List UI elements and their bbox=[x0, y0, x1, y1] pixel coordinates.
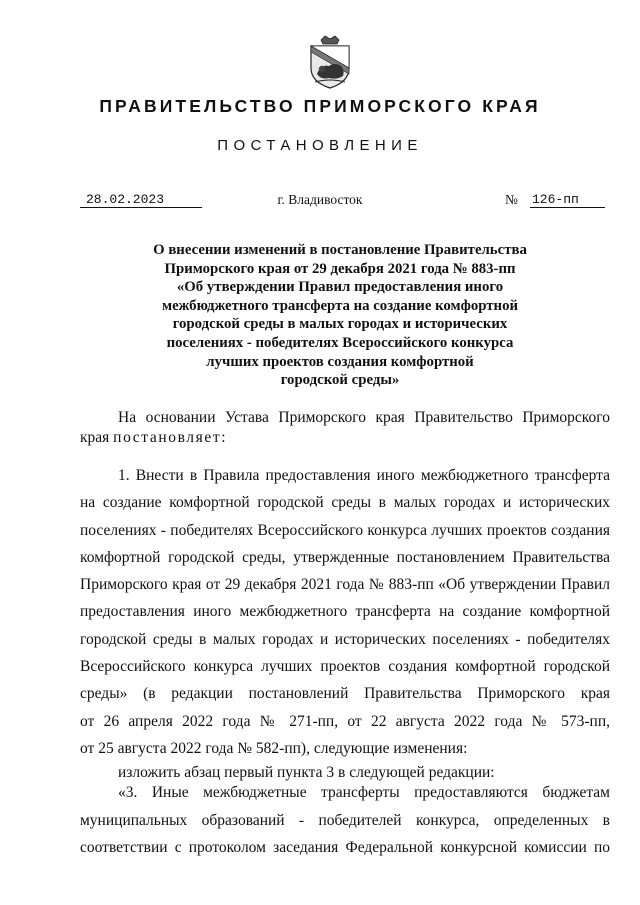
body-line: Приморского края от 29 декабря 2021 года № 883-пп «Об утверждении Правил bbox=[80, 576, 610, 594]
quote-line: муниципальных образований - победителей конкурса, определенных в bbox=[80, 811, 610, 829]
body-line: поселениях - победителях Всероссийского конкурса лучших проектов создания bbox=[80, 521, 610, 539]
heading-line: Приморского края от 29 декабря 2021 года № 883-пп bbox=[164, 260, 516, 277]
quote-line: соответствии с протоколом заседания Федеральной конкурсной комиссии по bbox=[80, 839, 610, 856]
body-line: 1. Внести в Правила предоставления иного межбюджетного трансферта bbox=[118, 467, 610, 484]
body-line: городской среды в малых городах и исторических поселениях - победителях bbox=[80, 630, 610, 648]
instruction-line: изложить абзац первый пункта 3 в следующей редакции: bbox=[118, 764, 495, 781]
preamble-line bbox=[80, 428, 610, 448]
document-heading bbox=[80, 241, 600, 390]
body-line: от 25 августа 2022 года № 582-пп), следующие изменения: bbox=[80, 739, 468, 757]
preamble-paragraph bbox=[80, 408, 610, 448]
heading-line: лучших проектов создания комфортной bbox=[206, 353, 474, 370]
preamble-text: края bbox=[80, 429, 114, 446]
heading-line: городской среды в малых городах и исторических bbox=[172, 316, 508, 333]
heading-line: поселениях - победителях Всероссийского конкурса bbox=[166, 334, 514, 351]
body-line: предоставления иного межбюджетного трансферта на создание комфортной bbox=[80, 603, 610, 621]
preamble-line: На основании Устава Приморского края Правительство Приморского bbox=[118, 409, 610, 426]
body-line: комфортной городской среды, утвержденные постановлением Правительства bbox=[80, 548, 610, 566]
body-line: от 26 апреля 2022 года № 271-пп, от 22 августа 2022 года № 573-пп, bbox=[80, 712, 610, 730]
document-date: 28.02.2023 bbox=[80, 192, 202, 208]
heading-line: «Об утверждении Правил предоставления иного bbox=[176, 279, 504, 296]
body-line: на создание комфортной городской среды в малых городах и исторических bbox=[80, 494, 610, 512]
heading-line: межбюджетного трансферта на создание комфортной bbox=[161, 297, 518, 314]
heading-line: городской среды» bbox=[280, 372, 400, 389]
document-city: г. Владивосток bbox=[277, 192, 363, 207]
quote-line: «3. Иные межбюджетные трансферты предоставляются бюджетам bbox=[118, 784, 610, 801]
document-type: ПОСТАНОВЛЕНИЕ bbox=[217, 137, 423, 154]
item-1-paragraph bbox=[80, 462, 610, 762]
heading-line: О внесении изменений в постановление Правительства bbox=[153, 242, 527, 258]
document-number: 126-пп bbox=[530, 192, 605, 208]
coat-of-arms-icon bbox=[307, 34, 353, 90]
body-line: Всероссийского конкурса лучших проектов создания комфортной городской bbox=[80, 658, 610, 676]
resolution-word: постановляет: bbox=[113, 429, 228, 446]
number-sign: № bbox=[505, 192, 518, 207]
government-title: ПРАВИТЕЛЬСТВО ПРИМОРСКОГО КРАЯ bbox=[99, 96, 541, 116]
quote-paragraph bbox=[80, 779, 610, 862]
body-line: среды» (в редакции постановлений Правительства Приморского края bbox=[80, 685, 610, 703]
